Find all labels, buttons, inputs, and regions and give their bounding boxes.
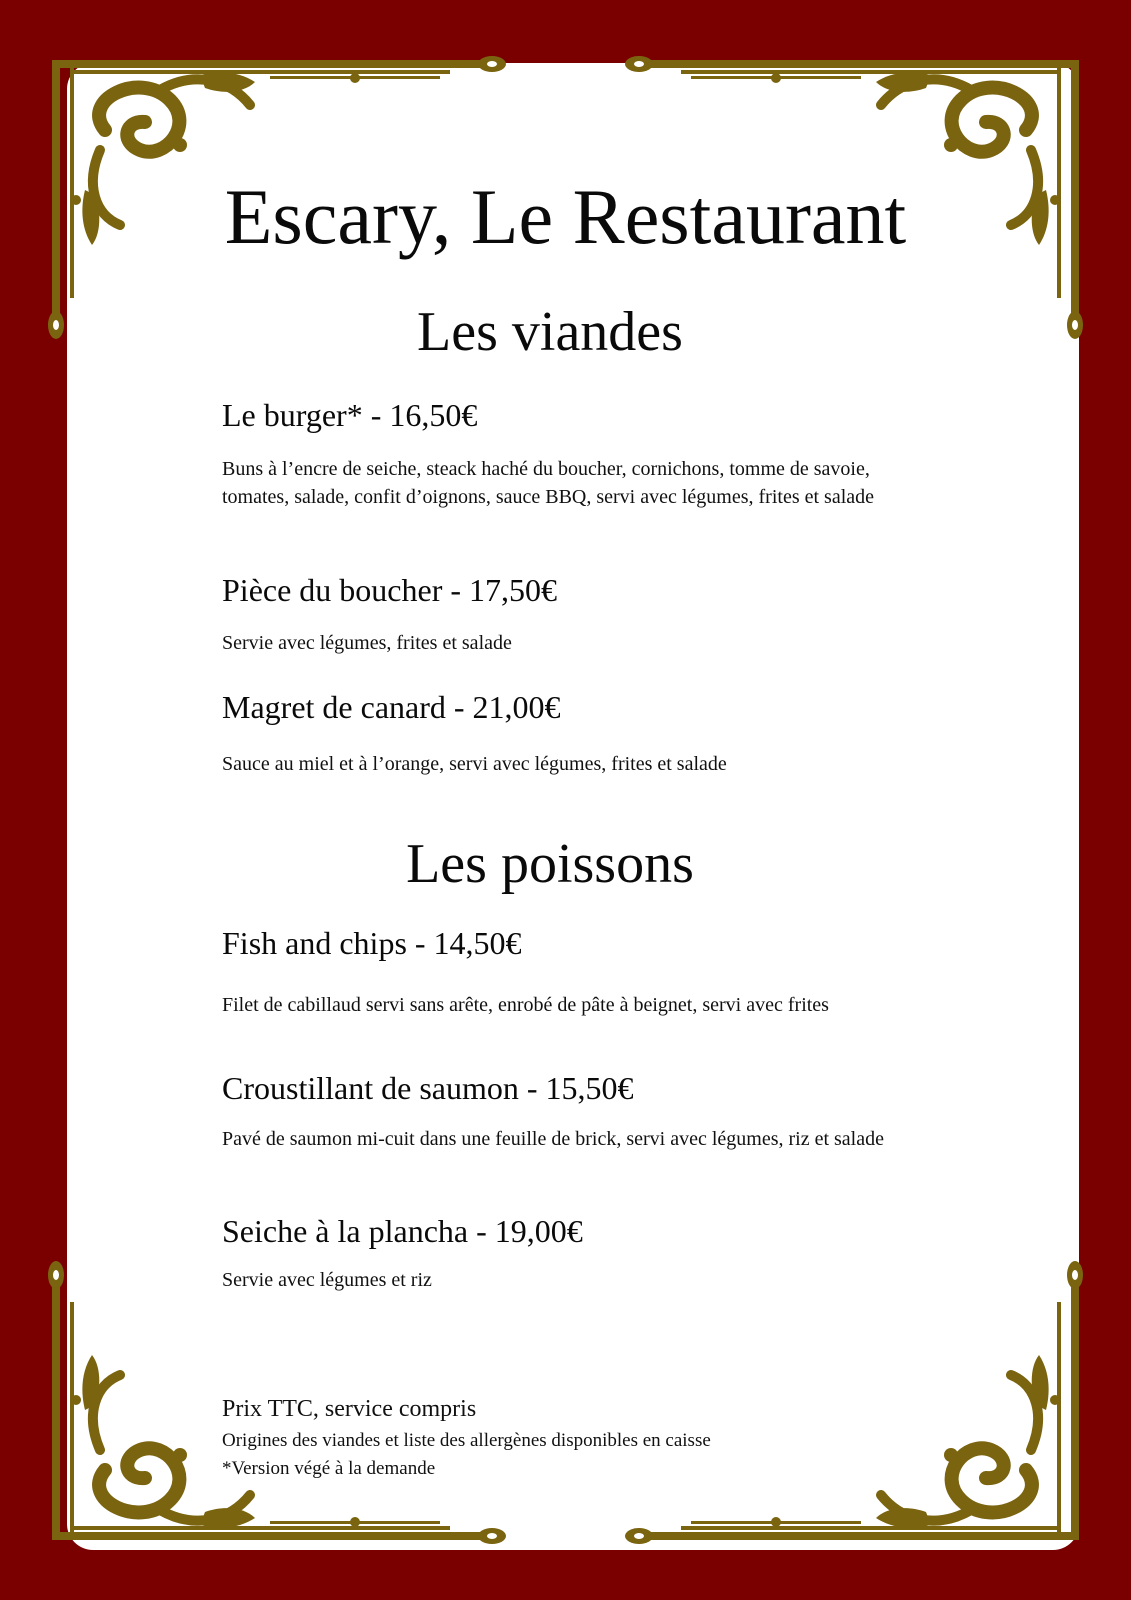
footer-origins-note: Origines des viandes et liste des allergènes disponibles en caisse: [222, 1430, 711, 1451]
restaurant-title: Escary, Le Restaurant: [224, 173, 907, 260]
menu-item-burger: Le burger* - 16,50€: [222, 397, 478, 433]
menu-item-seiche: Seiche à la plancha - 19,00€: [222, 1213, 583, 1249]
section-title-viandes: Les viandes: [417, 301, 683, 363]
menu-item-croustillant-saumon-description: Pavé de saumon mi-cuit dans une feuille de brick, servi avec légumes, riz et salade: [222, 1128, 884, 1150]
section-title-poissons: Les poissons: [406, 833, 694, 895]
menu-item-fish-and-chips-description: Filet de cabillaud servi sans arête, enrobé de pâte à beignet, servi avec frites: [222, 994, 829, 1016]
menu-item-croustillant-saumon: Croustillant de saumon - 15,50€: [222, 1070, 634, 1106]
menu-item-fish-and-chips: Fish and chips - 14,50€: [222, 925, 522, 961]
menu-item-magret-description: Sauce au miel et à l’orange, servi avec légumes, frites et salade: [222, 753, 727, 775]
menu-item-magret: Magret de canard - 21,00€: [222, 689, 561, 725]
menu-item-piece-du-boucher-description: Servie avec légumes, frites et salade: [222, 632, 512, 654]
footer-veggie-note: *Version végé à la demande: [222, 1458, 436, 1479]
footer-price-note: Prix TTC, service compris: [222, 1396, 477, 1422]
menu-item-piece-du-boucher: Pièce du boucher - 17,50€: [222, 572, 558, 608]
menu-item-burger-description: Buns à l’encre de seiche, steack haché du boucher, cornichons, tomme de savoie, tomates, salade, confit d’oignons, sauce BBQ, servi avec légumes, frites et salade: [222, 458, 875, 508]
menu-item-seiche-description: Servie avec légumes et riz: [222, 1269, 432, 1291]
